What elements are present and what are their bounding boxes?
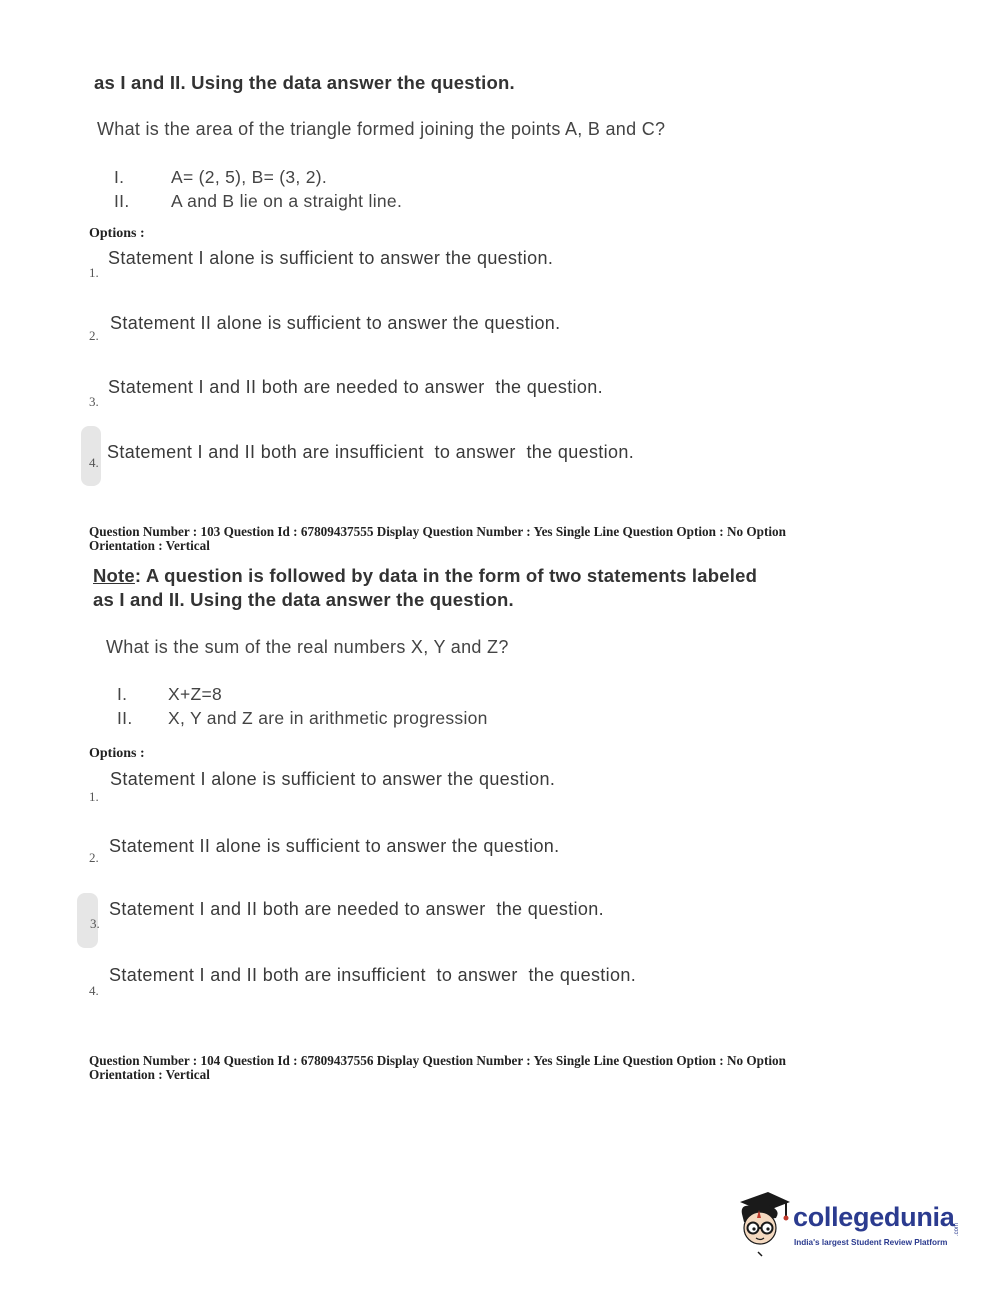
- q102-option-2[interactable]: [84, 309, 704, 349]
- note-label: Note: [93, 565, 135, 586]
- q103-option-3[interactable]: [84, 895, 704, 935]
- q102-option-1[interactable]: [84, 244, 704, 284]
- q104-meta-line-1: Question Number : 104 Question Id : 67809437556 Display Question Number : Yes Single Line Question Option : No Option: [89, 1053, 786, 1068]
- q103-statement-1-text: X+Z=8: [168, 684, 223, 704]
- mascot-icon: [732, 1188, 792, 1258]
- option-text: Statement I and II both are insufficient to answer the question.: [109, 965, 637, 985]
- q102-statement-2-num: II.: [114, 191, 130, 211]
- logo-tagline: India's largest Student Review Platform: [794, 1238, 948, 1247]
- option-text: Statement I alone is sufficient to answer the question.: [110, 769, 556, 789]
- option-number: 2.: [89, 328, 99, 343]
- option-text: Statement I and II both are needed to answer the question.: [108, 377, 603, 397]
- collegedunia-logo: [732, 1188, 962, 1260]
- q103-question-text: What is the sum of the real numbers X, Y and Z?: [106, 637, 509, 657]
- q103-note-line-2: as I and II. Using the data answer the question.: [93, 589, 514, 610]
- q102-question-text: What is the area of the triangle formed joining the points A, B and C?: [97, 119, 666, 139]
- option-text: Statement I alone is sufficient to answer the question.: [108, 248, 554, 268]
- option-number: 1.: [89, 265, 99, 280]
- note-text: : A question is followed by data in the form of two statements labeled: [134, 565, 758, 586]
- q103-statement-2-num: II.: [117, 708, 133, 728]
- option-text: Statement I and II both are needed to answer the question.: [109, 899, 604, 919]
- q102-intro-line: as I and II. Using the data answer the question.: [94, 72, 515, 93]
- option-text: Statement II alone is sufficient to answer the question.: [109, 836, 560, 856]
- option-number: 1.: [89, 789, 99, 804]
- q103-option-4[interactable]: [84, 961, 704, 1001]
- q104-meta-line-2: Orientation : Vertical: [89, 1067, 210, 1082]
- q102-statement-1-text: A= (2, 5), B= (3, 2).: [171, 167, 328, 187]
- logo-wordmark: collegedunia: [793, 1202, 955, 1232]
- option-number: 3.: [89, 394, 99, 409]
- option-text: Statement II alone is sufficient to answer the question.: [110, 313, 561, 333]
- option-number: 4.: [89, 455, 99, 470]
- option-number: 2.: [89, 850, 99, 865]
- q103-option-1[interactable]: [84, 765, 704, 805]
- q103-statement-1-num: I.: [117, 684, 128, 704]
- option-number: 4.: [89, 983, 99, 998]
- option-text: Statement I and II both are insufficient to answer the question.: [107, 442, 635, 462]
- option-number: 3.: [90, 916, 100, 931]
- q103-statement-2-text: X, Y and Z are in arithmetic progression: [168, 708, 488, 728]
- q102-option-3[interactable]: [84, 373, 704, 413]
- q103-options-label: Options :: [89, 746, 145, 761]
- q103-note: [93, 565, 757, 587]
- logo-dotcom: .com: [954, 1222, 960, 1236]
- q102-options-label: Options :: [89, 226, 145, 241]
- q102-statement-2-text: A and B lie on a straight line.: [171, 191, 403, 211]
- q103-option-2[interactable]: [84, 832, 704, 872]
- q103-meta-line-1: Question Number : 103 Question Id : 67809437555 Display Question Number : Yes Single Line Question Option : No Option: [89, 524, 786, 539]
- q102-statement-1-num: I.: [114, 167, 125, 187]
- q103-meta-line-2: Orientation : Vertical: [89, 538, 210, 553]
- q102-option-4[interactable]: [84, 438, 704, 478]
